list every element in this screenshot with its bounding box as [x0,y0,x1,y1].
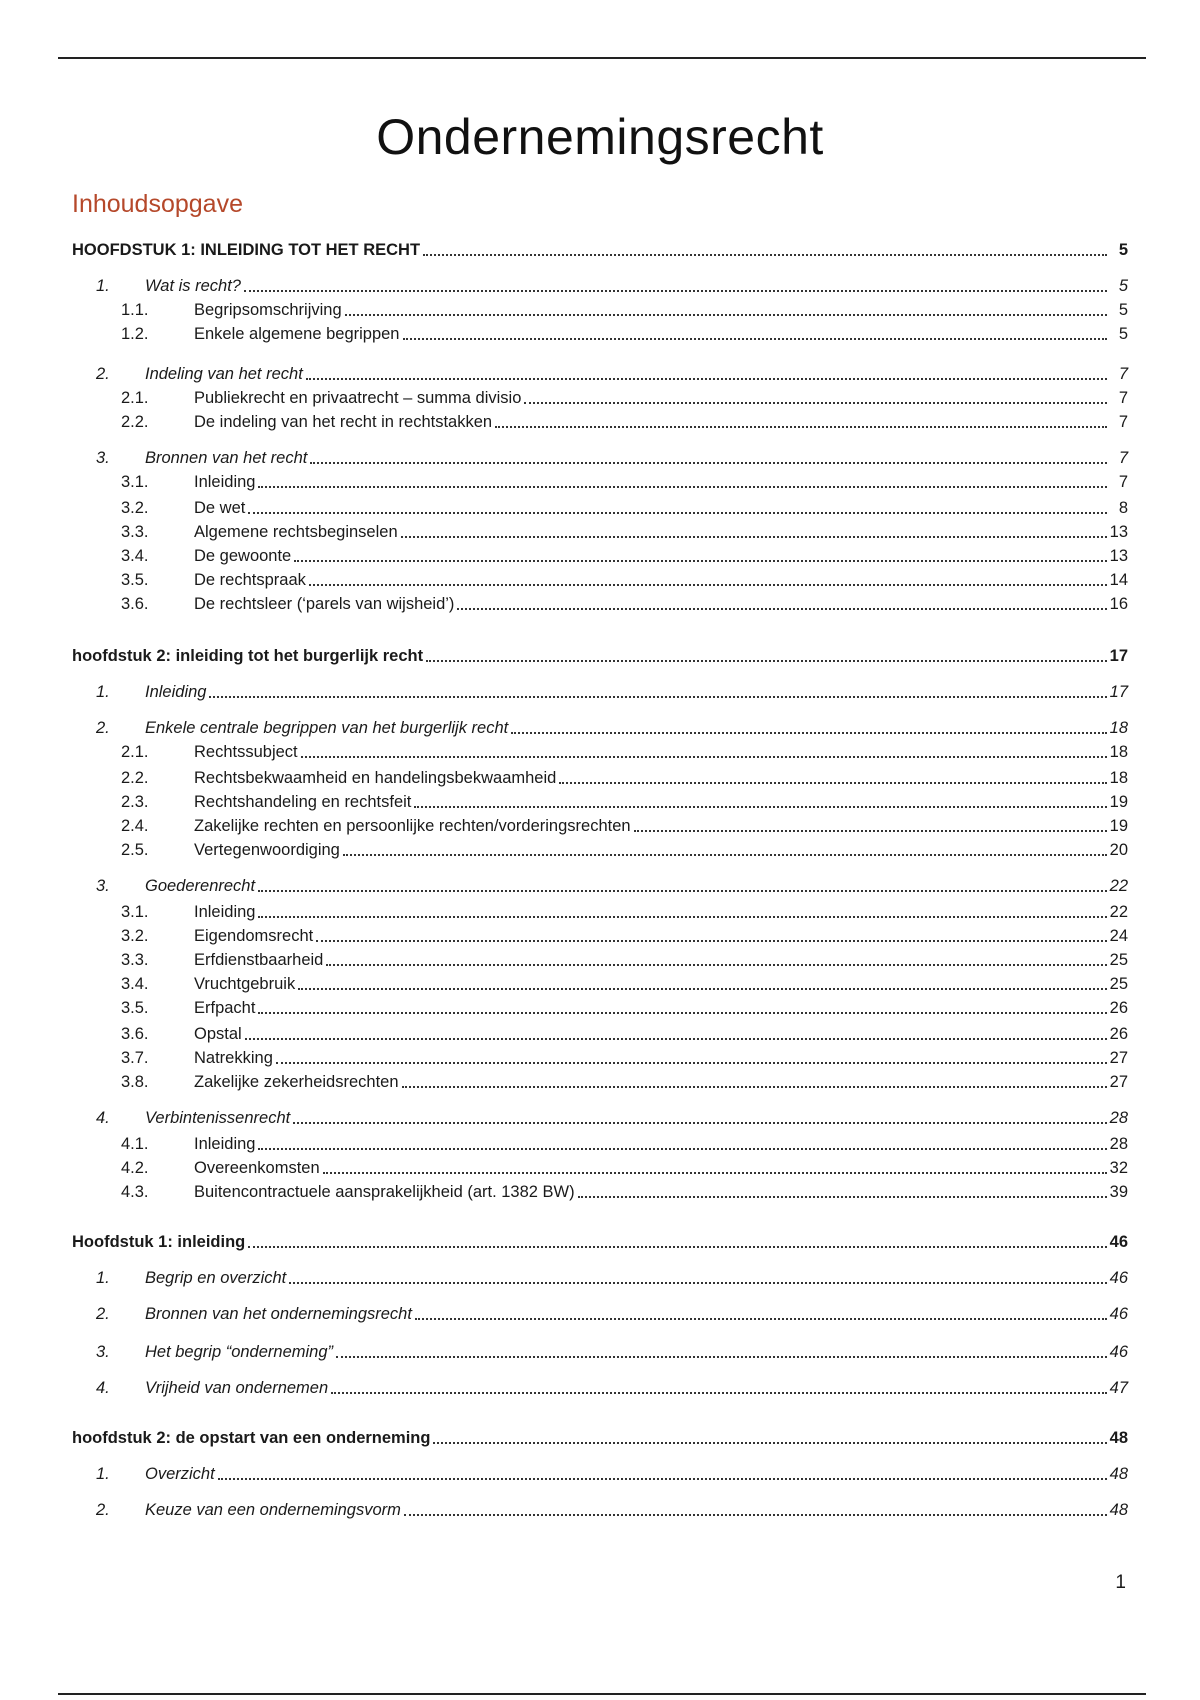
toc-entry-number: 3.2. [121,927,149,945]
toc-entry-page: 25 [1109,951,1128,969]
toc-entry-page: 5 [1118,277,1128,295]
toc-entry-title: Natrekking [194,1049,273,1067]
toc-entry[interactable] [72,740,1128,762]
toc-entry-page: 18 [1109,769,1128,787]
toc-entry-number: 3.6. [121,595,149,613]
toc-entry-page: 8 [1118,499,1128,517]
toc-entry-title: Overzicht [145,1465,215,1483]
toc-dot-leader [310,462,1107,464]
toc-entry-title: Rechtshandeling en rechtsfeit [194,793,412,811]
toc-entry-title: Inleiding [145,683,207,701]
toc-dot-leader [559,782,1106,784]
toc-entry-title: Vrijheid van ondernemen [145,1379,329,1397]
toc-dot-leader [401,536,1107,538]
toc-dot-leader [426,660,1107,662]
toc-entry-page: 7 [1118,389,1128,407]
toc-entry-page: 20 [1109,841,1128,859]
toc-entry-number: 4.2. [121,1159,149,1177]
toc-dot-leader [245,1038,1107,1040]
toc-entry[interactable] [72,1132,1128,1154]
toc-entry-number: 2.1. [121,389,149,407]
toc-entry[interactable] [72,924,1128,946]
toc-entry-title: Enkele centrale begrippen van het burgerlijk recht [145,719,509,737]
toc-entry[interactable] [72,520,1128,542]
toc-entry-page: 5 [1118,301,1128,319]
toc-entry-title: De wet [194,499,246,517]
toc-entry[interactable] [72,568,1128,590]
toc-entry-page: 46 [1109,1269,1128,1287]
toc-dot-leader [404,1514,1107,1516]
toc-entry-number: 1.1. [121,301,149,319]
toc-entry[interactable] [72,766,1128,788]
toc-entry[interactable] [72,996,1128,1018]
toc-entry[interactable] [72,948,1128,970]
toc-dot-leader [309,584,1107,586]
toc-entry-number: 3.6. [121,1025,149,1043]
toc-entry-title: Begrip en overzicht [145,1269,287,1287]
toc-entry[interactable] [72,972,1128,994]
toc-entry-title: Vruchtgebruik [194,975,296,993]
toc-dot-leader [511,732,1106,734]
toc-entry-page: 17 [1109,683,1128,701]
toc-dot-leader [244,290,1107,292]
toc-entry[interactable] [72,838,1128,860]
toc-entry-number: 1.2. [121,325,149,343]
toc-entry-title: Erfdienstbaarheid [194,951,324,969]
toc-entry-number: 3.1. [121,473,149,491]
toc-entry-page: 7 [1118,365,1128,383]
toc-entry-page: 48 [1109,1429,1128,1447]
toc-entry-page: 18 [1109,743,1128,761]
toc-entry-title: HOOFDSTUK 1: INLEIDING TOT HET RECHT [72,241,421,259]
toc-entry[interactable] [72,814,1128,836]
toc-entry-number: 4.3. [121,1183,149,1201]
toc-entry[interactable] [72,1302,1128,1324]
toc-dot-leader [403,338,1108,340]
toc-entry-page: 16 [1109,595,1128,613]
toc-entry-page: 7 [1118,449,1128,467]
toc-entry-title: hoofdstuk 2: de opstart van een onderneming [72,1429,431,1447]
toc-entry[interactable] [72,1426,1128,1448]
toc-dot-leader [298,988,1106,990]
toc-entry[interactable] [72,1022,1128,1044]
toc-dot-leader [634,830,1107,832]
toc-entry-page: 5 [1118,325,1128,343]
toc-dot-leader [326,964,1106,966]
toc-entry-title: Zakelijke rechten en persoonlijke rechten/vorderingsrechten [194,817,631,835]
toc-entry-page: 47 [1109,1379,1128,1397]
toc-entry-page: 22 [1109,903,1128,921]
toc-entry[interactable] [72,1266,1128,1288]
toc-entry-number: 2.4. [121,817,149,835]
toc-entry-number: 2.2. [121,413,149,431]
toc-entry-page: 46 [1109,1305,1128,1323]
toc-entry[interactable] [72,446,1128,468]
toc-entry-number: 4.1. [121,1135,149,1153]
toc-entry-title: Rechtsbekwaamheid en handelingsbekwaamheid [194,769,557,787]
toc-entry[interactable] [72,1462,1128,1484]
toc-entry-number: 3.7. [121,1049,149,1067]
toc-entry-title: Algemene rechtsbeginselen [194,523,398,541]
toc-dot-leader [316,940,1106,942]
toc-entry[interactable] [72,1180,1128,1202]
toc-entry-page: 7 [1118,413,1128,431]
toc-entry[interactable] [72,238,1128,260]
toc-entry-title: Hoofdstuk 1: inleiding [72,1233,246,1251]
toc-entry-number: 2. [96,1501,110,1519]
toc-entry-title: De indeling van het recht in rechtstakken [194,413,493,431]
toc-entry[interactable] [72,680,1128,702]
toc-entry-title: Eigendomsrecht [194,927,314,945]
toc-entry-title: Wat is recht? [145,277,241,295]
toc-entry-page: 26 [1109,999,1128,1017]
toc-entry-title: Vertegenwoordiging [194,841,340,859]
toc-entry-title: Bronnen van het ondernemingsrecht [145,1305,412,1323]
toc-entry-number: 3.1. [121,903,149,921]
toc-dot-leader [301,756,1107,758]
toc-entry-page: 48 [1109,1465,1128,1483]
toc-entry-title: Goederenrecht [145,877,256,895]
toc-entry-title: Buitencontractuele aansprakelijkheid (art. 1382 BW) [194,1183,575,1201]
toc-entry-number: 3. [96,1343,110,1361]
toc-dot-leader [323,1172,1107,1174]
toc-entry-title: hoofdstuk 2: inleiding tot het burgerlijk recht [72,647,424,665]
toc-entry-page: 28 [1109,1109,1128,1127]
toc-entry[interactable] [72,1046,1128,1068]
toc-dot-leader [433,1442,1106,1444]
toc-entry-page: 46 [1109,1343,1128,1361]
toc-dot-leader [495,426,1107,428]
toc-entry-title: Publiekrecht en privaatrecht – summa divisio [194,389,522,407]
toc-dot-leader [578,1196,1107,1198]
toc-dot-leader [423,254,1107,256]
toc-entry[interactable] [72,470,1128,492]
toc-entry-page: 28 [1109,1135,1128,1153]
toc-entry-page: 19 [1109,793,1128,811]
toc-entry[interactable] [72,716,1128,738]
toc-entry-page: 13 [1109,523,1128,541]
toc-entry-page: 22 [1109,877,1128,895]
toc-dot-leader [258,890,1107,892]
toc-dot-leader [293,1122,1106,1124]
toc-entry-title: Begripsomschrijving [194,301,342,319]
toc-entry-title: Inleiding [194,903,256,921]
toc-entry-page: 48 [1109,1501,1128,1519]
toc-entry-page: 25 [1109,975,1128,993]
toc-entry-number: 4. [96,1109,110,1127]
toc-entry-number: 3.3. [121,523,149,541]
toc-entry-title: Het begrip “onderneming” [145,1343,334,1361]
toc-dot-leader [306,378,1107,380]
toc-entry-number: 1. [96,1465,110,1483]
toc-entry-number: 2.1. [121,743,149,761]
toc-entry[interactable] [72,1070,1128,1092]
toc-dot-leader [414,806,1106,808]
toc-entry-title: Indeling van het recht [145,365,303,383]
toc-entry-title: Erfpacht [194,999,256,1017]
toc-entry-title: De rechtspraak [194,571,306,589]
toc-entry[interactable] [72,874,1128,896]
toc-entry-title: Inleiding [194,473,256,491]
toc-dot-leader [457,608,1106,610]
toc-dot-leader [209,696,1106,698]
toc-entry[interactable] [72,592,1128,614]
toc-entry[interactable] [72,1106,1128,1128]
toc-entry-page: 19 [1109,817,1128,835]
toc-dot-leader [218,1478,1107,1480]
toc-entry-number: 3. [96,449,110,467]
toc-dot-leader [524,402,1107,404]
toc-dot-leader [336,1356,1107,1358]
toc-entry[interactable] [72,322,1128,344]
toc-entry-number: 2. [96,1305,110,1323]
toc-entry-number: 3.8. [121,1073,149,1091]
toc-entry[interactable] [72,274,1128,296]
toc-entry-number: 2.3. [121,793,149,811]
toc-entry-page: 24 [1109,927,1128,945]
toc-entry[interactable] [72,1498,1128,1520]
toc-entry-title: Opstal [194,1025,242,1043]
toc-entry[interactable] [72,790,1128,812]
toc-entry-title: Enkele algemene begrippen [194,325,400,343]
toc-entry-title: Zakelijke zekerheidsrechten [194,1073,399,1091]
toc-dot-leader [276,1062,1107,1064]
toc-entry-page: 7 [1118,473,1128,491]
toc-entry[interactable] [72,544,1128,566]
toc-entry[interactable] [72,410,1128,432]
page-number: 1 [1115,1572,1126,1593]
toc-dot-leader [248,512,1107,514]
toc-entry-page: 27 [1109,1049,1128,1067]
toc-entry-number: 2. [96,365,110,383]
toc-entry-number: 1. [96,683,110,701]
toc-dot-leader [248,1246,1106,1248]
toc-entry-title: Verbintenissenrecht [145,1109,291,1127]
toc-dot-leader [415,1318,1107,1320]
toc-entry-page: 26 [1109,1025,1128,1043]
bottom-rule [58,1693,1146,1695]
toc-entry-title: Keuze van een ondernemingsvorm [145,1501,401,1519]
toc-dot-leader [258,1012,1106,1014]
toc-entry-title: Bronnen van het recht [145,449,308,467]
toc-entry-page: 5 [1118,241,1128,259]
toc-entry-page: 32 [1109,1159,1128,1177]
toc-entry-number: 3. [96,877,110,895]
toc-entry[interactable] [72,298,1128,320]
toc-dot-leader [294,560,1106,562]
toc-entry[interactable] [72,644,1128,666]
toc-dot-leader [343,854,1107,856]
toc-entry-number: 2.2. [121,769,149,787]
toc-entry-number: 3.4. [121,547,149,565]
toc-entry-title: De gewoonte [194,547,292,565]
toc-entry[interactable] [72,1230,1128,1252]
toc-entry-page: 13 [1109,547,1128,565]
toc-entry-page: 18 [1109,719,1128,737]
toc-entry-number: 3.3. [121,951,149,969]
toc-entry-title: Rechtssubject [194,743,298,761]
toc-entry[interactable] [72,1156,1128,1178]
toc-entry[interactable] [72,496,1128,518]
toc-entry-page: 27 [1109,1073,1128,1091]
toc-entry-page: 39 [1109,1183,1128,1201]
toc-entry-number: 3.2. [121,499,149,517]
toc-dot-leader [402,1086,1107,1088]
toc-entry-title: Inleiding [194,1135,256,1153]
toc-entry-number: 2. [96,719,110,737]
toc-dot-leader [258,486,1107,488]
toc-entry[interactable] [72,900,1128,922]
toc-entry-page: 46 [1109,1233,1128,1251]
toc-entry-number: 2.5. [121,841,149,859]
toc-entry[interactable] [72,362,1128,384]
toc-dot-leader [289,1282,1106,1284]
toc-entry[interactable] [72,1340,1128,1362]
toc-entry[interactable] [72,1376,1128,1398]
toc-entry-number: 1. [96,277,110,295]
toc-entry-number: 3.5. [121,999,149,1017]
toc-entry-page: 17 [1109,647,1128,665]
toc-entry-number: 1. [96,1269,110,1287]
toc-entry-page: 14 [1109,571,1128,589]
toc-dot-leader [258,1148,1106,1150]
toc-entry-number: 3.5. [121,571,149,589]
toc-entry-number: 3.4. [121,975,149,993]
toc-dot-leader [331,1392,1106,1394]
document-title: Ondernemingsrecht [376,108,824,165]
toc-dot-leader [345,314,1107,316]
toc-heading: Inhoudsopgave [72,190,243,218]
toc-entry-title: Overeenkomsten [194,1159,320,1177]
toc-entry-title: De rechtsleer (‘parels van wijsheid’) [194,595,455,613]
toc-entry[interactable] [72,386,1128,408]
toc-dot-leader [258,916,1106,918]
toc-entry-number: 4. [96,1379,110,1397]
